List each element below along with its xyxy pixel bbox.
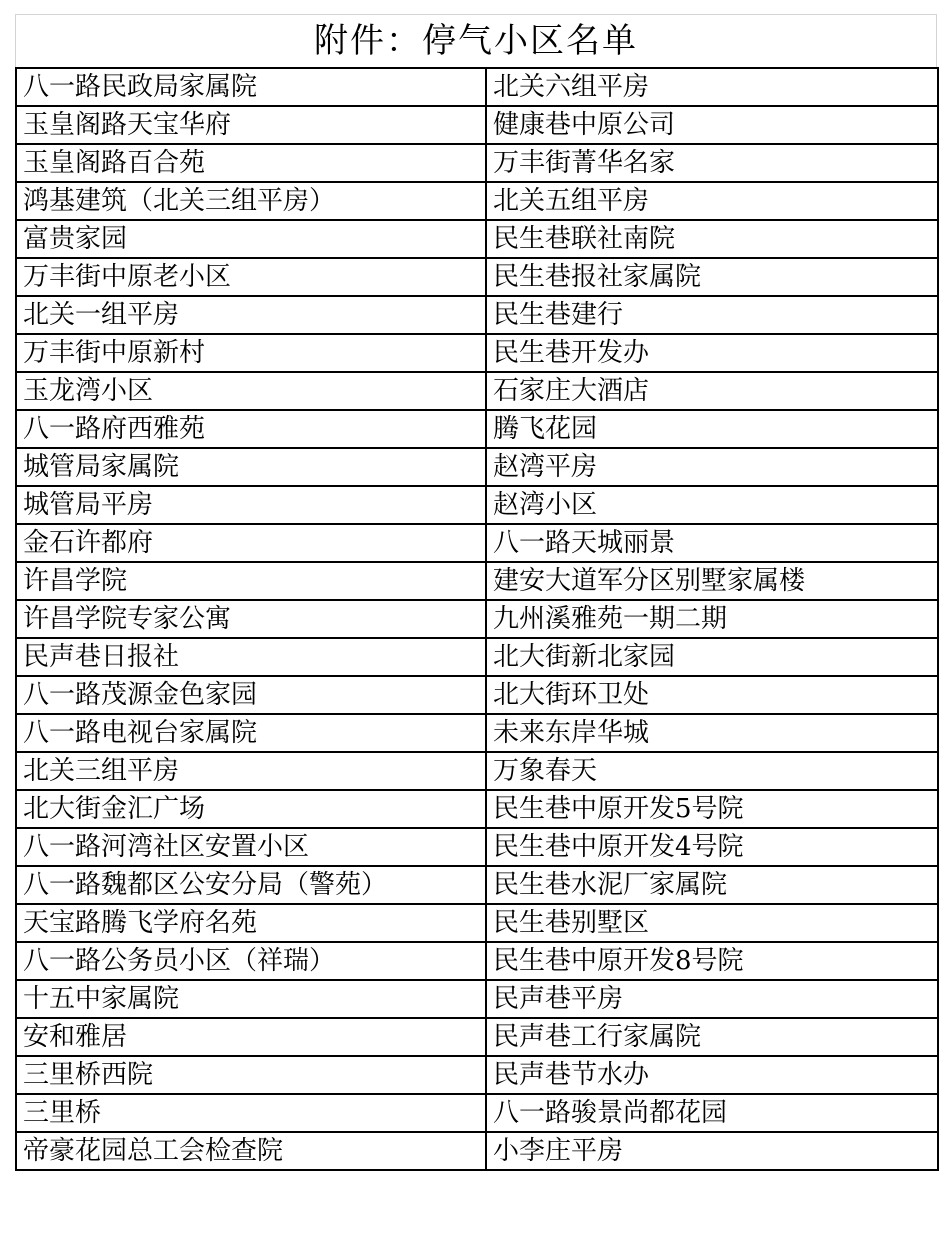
community-name-right: 北关六组平房 [486, 68, 938, 106]
community-name-right: 万象春天 [486, 752, 938, 790]
community-name-right: 民生巷别墅区 [486, 904, 938, 942]
community-name-right: 民声巷节水办 [486, 1056, 938, 1094]
community-name-right: 民生巷建行 [486, 296, 938, 334]
community-name-right: 建安大道军分区别墅家属楼 [486, 562, 938, 600]
community-name-left: 许昌学院 [16, 562, 486, 600]
document-sheet [15, 14, 937, 1171]
community-name-left: 万丰街中原新村 [16, 334, 486, 372]
community-name-left: 金石许都府 [16, 524, 486, 562]
table-row [16, 638, 938, 676]
community-name-left: 安和雅居 [16, 1018, 486, 1056]
community-name-left: 城管局平房 [16, 486, 486, 524]
community-name-left: 富贵家园 [16, 220, 486, 258]
community-name-left: 许昌学院专家公寓 [16, 600, 486, 638]
community-name-right: 民生巷联社南院 [486, 220, 938, 258]
table-row [16, 68, 938, 106]
community-name-left: 八一路公务员小区（祥瑞） [16, 942, 486, 980]
table-row [16, 220, 938, 258]
table-row [16, 790, 938, 828]
community-name-left: 玉皇阁路天宝华府 [16, 106, 486, 144]
community-name-left: 天宝路腾飞学府名苑 [16, 904, 486, 942]
table-row [16, 828, 938, 866]
table-row [16, 904, 938, 942]
community-name-right: 健康巷中原公司 [486, 106, 938, 144]
community-name-right: 赵湾小区 [486, 486, 938, 524]
community-name-right: 北大街环卫处 [486, 676, 938, 714]
community-name-right: 民生巷开发办 [486, 334, 938, 372]
community-name-right: 北关五组平房 [486, 182, 938, 220]
community-name-left: 玉龙湾小区 [16, 372, 486, 410]
table-body [16, 68, 938, 1170]
table-row [16, 258, 938, 296]
community-name-left: 八一路茂源金色家园 [16, 676, 486, 714]
community-name-right: 未来东岸华城 [486, 714, 938, 752]
table-row [16, 486, 938, 524]
community-name-left: 八一路府西雅苑 [16, 410, 486, 448]
community-name-right: 小李庄平房 [486, 1132, 938, 1170]
table-row [16, 524, 938, 562]
table-row [16, 448, 938, 486]
community-name-right: 九州溪雅苑一期二期 [486, 600, 938, 638]
community-name-right: 民生巷中原开发8号院 [486, 942, 938, 980]
community-name-right: 赵湾平房 [486, 448, 938, 486]
community-name-left: 鸿基建筑（北关三组平房） [16, 182, 486, 220]
table-row [16, 980, 938, 1018]
community-list-table [15, 67, 939, 1171]
community-name-right: 民生巷中原开发4号院 [486, 828, 938, 866]
community-name-right: 万丰街菁华名家 [486, 144, 938, 182]
community-name-right: 北大街新北家园 [486, 638, 938, 676]
community-name-left: 三里桥西院 [16, 1056, 486, 1094]
community-name-right: 民声巷工行家属院 [486, 1018, 938, 1056]
community-name-left: 北大街金汇广场 [16, 790, 486, 828]
community-name-right: 石家庄大酒店 [486, 372, 938, 410]
table-row [16, 562, 938, 600]
table-row [16, 714, 938, 752]
community-name-left: 帝豪花园总工会检查院 [16, 1132, 486, 1170]
table-row [16, 752, 938, 790]
document-title: 附件：停气小区名单 [15, 14, 937, 67]
community-name-right: 民生巷中原开发5号院 [486, 790, 938, 828]
table-row [16, 1132, 938, 1170]
community-name-left: 城管局家属院 [16, 448, 486, 486]
table-row [16, 1018, 938, 1056]
table-row [16, 144, 938, 182]
table-row [16, 334, 938, 372]
table-row [16, 372, 938, 410]
community-name-right: 民生巷水泥厂家属院 [486, 866, 938, 904]
table-row [16, 296, 938, 334]
community-name-left: 玉皇阁路百合苑 [16, 144, 486, 182]
table-row [16, 1094, 938, 1132]
community-name-left: 北关三组平房 [16, 752, 486, 790]
community-name-left: 民声巷日报社 [16, 638, 486, 676]
community-name-right: 民声巷平房 [486, 980, 938, 1018]
community-name-left: 八一路河湾社区安置小区 [16, 828, 486, 866]
community-name-right: 民生巷报社家属院 [486, 258, 938, 296]
community-name-left: 八一路电视台家属院 [16, 714, 486, 752]
table-row [16, 106, 938, 144]
community-name-left: 八一路民政局家属院 [16, 68, 486, 106]
community-name-right: 八一路骏景尚都花园 [486, 1094, 938, 1132]
community-name-left: 万丰街中原老小区 [16, 258, 486, 296]
table-row [16, 1056, 938, 1094]
table-row [16, 182, 938, 220]
community-name-left: 三里桥 [16, 1094, 486, 1132]
community-name-left: 北关一组平房 [16, 296, 486, 334]
table-row [16, 942, 938, 980]
community-name-right: 腾飞花园 [486, 410, 938, 448]
table-row [16, 600, 938, 638]
community-name-right: 八一路天城丽景 [486, 524, 938, 562]
community-name-left: 十五中家属院 [16, 980, 486, 1018]
community-name-left: 八一路魏都区公安分局（警苑） [16, 866, 486, 904]
table-row [16, 866, 938, 904]
table-row [16, 410, 938, 448]
table-row [16, 676, 938, 714]
